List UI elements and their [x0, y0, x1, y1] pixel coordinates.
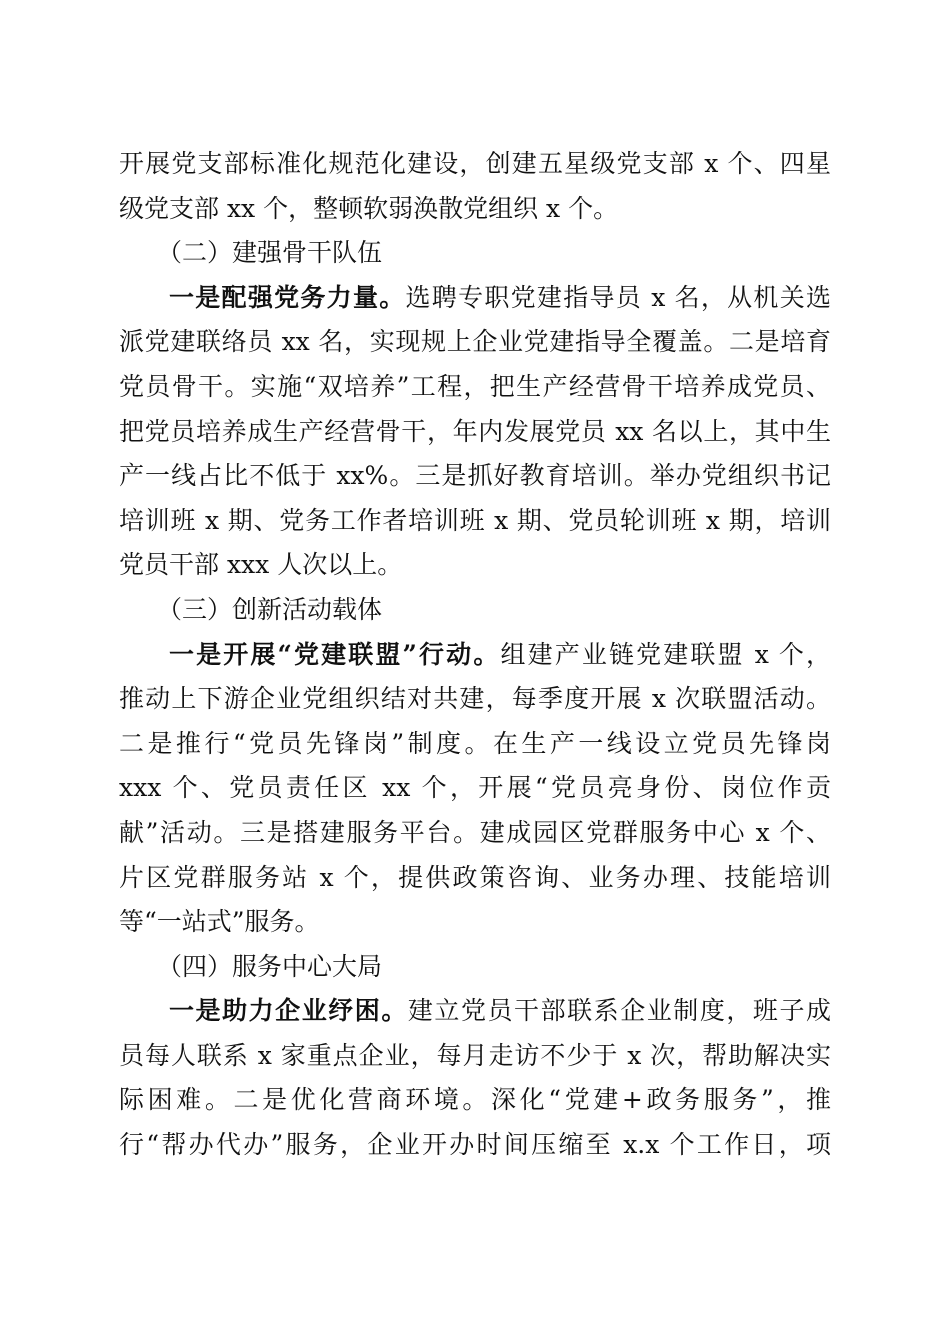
paragraph-first-line: [119, 633, 831, 678]
paragraph-line: 党员骨干。实施“双培养”工程，把生产经营骨干培养成党员、: [119, 371, 831, 401]
paragraph-line: 开展党支部标准化规范化建设，创建五星级党支部 x 个、四星: [119, 149, 831, 178]
paragraph-line: 等“一站式”服务。: [119, 907, 320, 937]
paragraph-line: 二是推行“党员先锋岗”制度。在生产一线设立党员先锋岗: [119, 728, 831, 758]
paragraph-text: 建立党员干部联系企业制度，班子成: [407, 996, 831, 1026]
paragraph-first-line: [119, 276, 831, 321]
paragraph-line: 党员干部 xxx 人次以上。: [119, 550, 403, 580]
paragraph-line: 际困难。二是优化营商环境。深化“党建+政务服务”，推: [119, 1085, 831, 1115]
paragraph-line: 献”活动。三是搭建服务平台。建成园区党群服务中心 x 个、: [119, 817, 831, 847]
paragraph-text: 组建产业链党建联盟 x 个，: [500, 639, 831, 669]
section-heading-3: （三）创新活动载体: [157, 594, 383, 624]
document-body: [119, 142, 831, 1168]
section-heading-4: （四）服务中心大局: [157, 951, 383, 981]
paragraph-line: 员每人联系 x 家重点企业，每月走访不少于 x 次，帮助解决实: [119, 1040, 831, 1070]
paragraph-line: 级党支部 xx 个，整顿软弱涣散党组织 x 个。: [119, 193, 619, 223]
paragraph-first-line: [119, 989, 831, 1034]
paragraph-line: 培训班 x 期、党务工作者培训班 x 期、党员轮训班 x 期，培训: [119, 505, 831, 535]
paragraph-line: 产一线占比不低于 xx%。三是抓好教育培训。举办党组织书记: [119, 461, 831, 491]
section-heading-2: （二）建强骨干队伍: [157, 238, 383, 268]
paragraph-line: 把党员培养成生产经营骨干，年内发展党员 xx 名以上，其中生: [119, 416, 831, 446]
paragraph-line: 片区党群服务站 x 个，提供政策咨询、业务办理、技能培训: [119, 862, 831, 892]
paragraph-line: 推动上下游企业党组织结对共建，每季度开展 x 次联盟活动。: [119, 684, 831, 714]
paragraph-text: 选聘专职党建指导员 x 名，从机关选: [405, 282, 831, 312]
paragraph-line: 行“帮办代办”服务，企业开办时间压缩至 x.x 个工作日，项: [119, 1130, 831, 1160]
paragraph-line: xxx 个、党员责任区 xx 个，开展“党员亮身份、岗位作贡: [119, 773, 831, 803]
paragraph-line: 派党建联络员 xx 名，实现规上企业党建指导全覆盖。二是培育: [119, 327, 831, 357]
bold-lead: 一是开展“党建联盟”行动。: [169, 639, 501, 669]
bold-lead: 一是配强党务力量。: [169, 282, 406, 312]
bold-lead: 一是助力企业纾困。: [169, 996, 408, 1026]
